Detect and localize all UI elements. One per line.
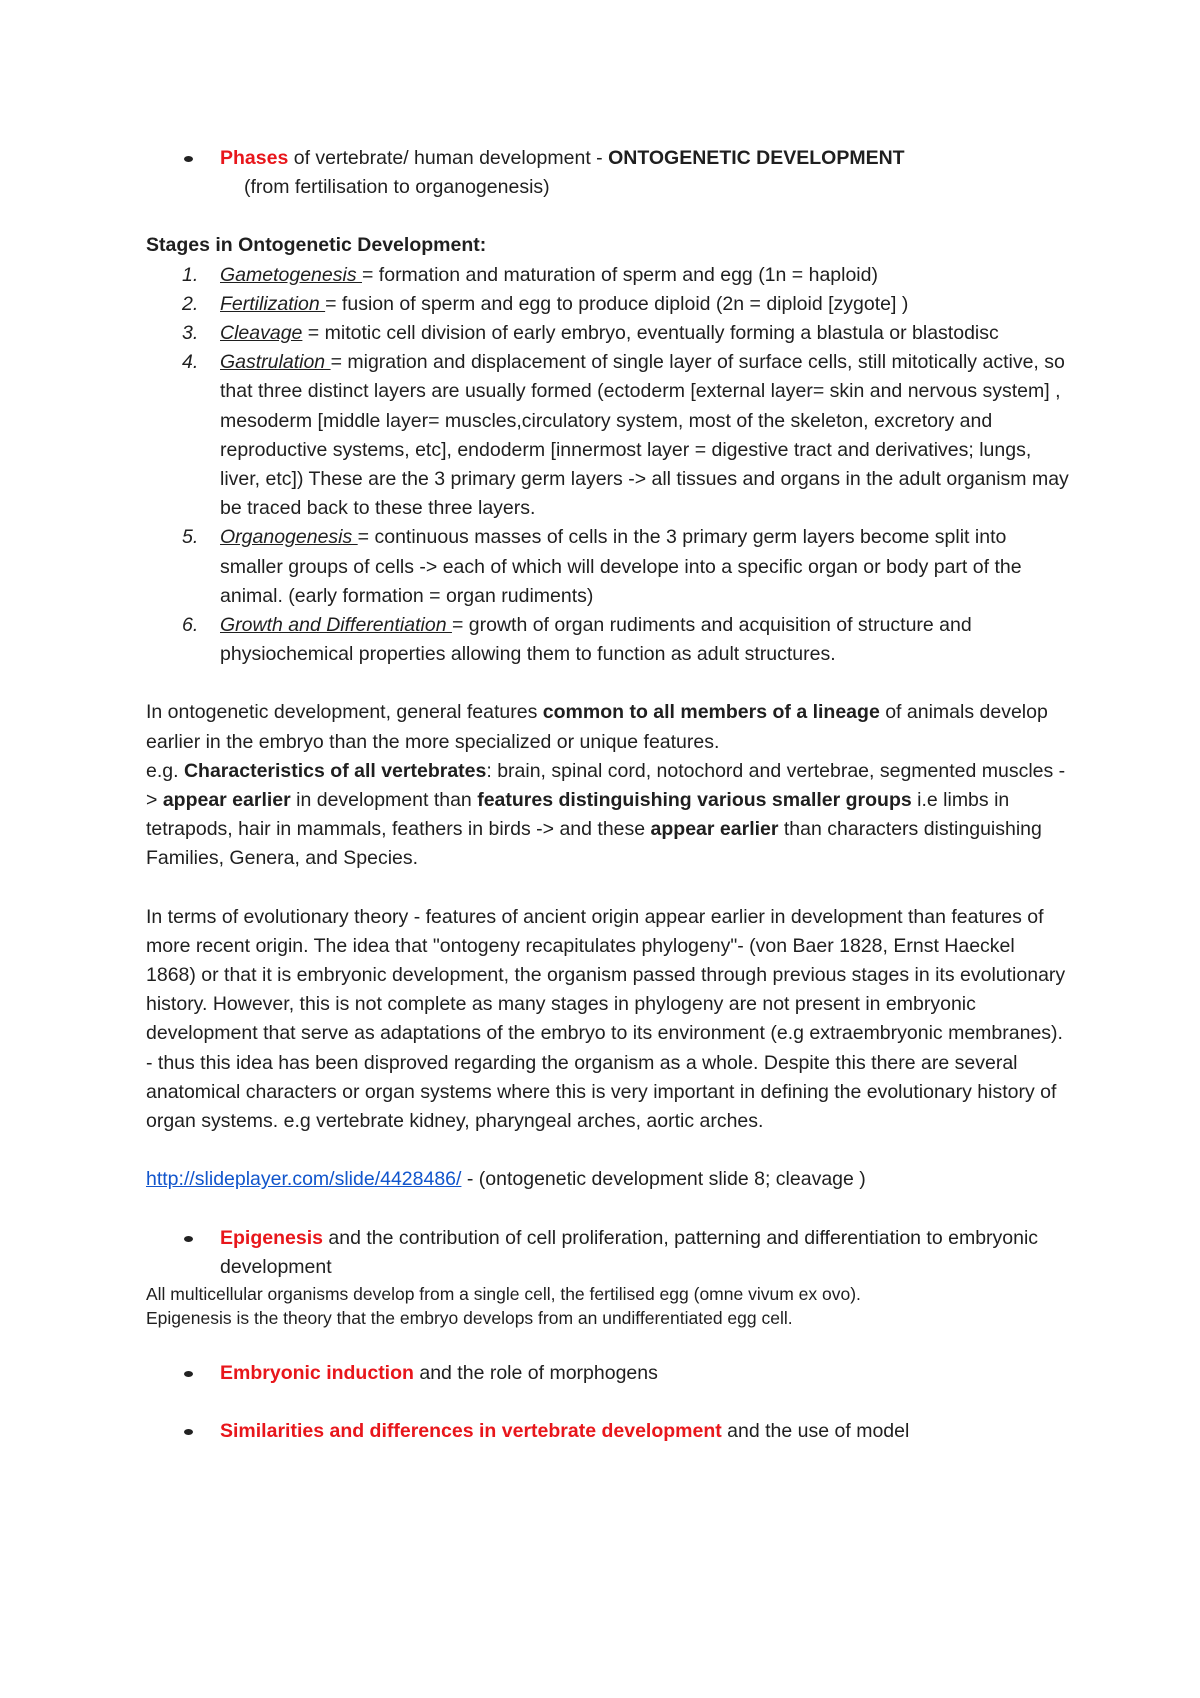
- bullet-phases: [146, 144, 1070, 173]
- epigenesis-text: and the contribution of cell proliferation, patterning and differentiation to embryonic development: [220, 1226, 1039, 1278]
- stage-number: 1.: [182, 263, 199, 286]
- epigenesis-note: All multicellular organisms develop from a single cell, the fertilised egg (omne vivum ex ovo).: [146, 1283, 861, 1304]
- phases-subtext: (from fertilisation to organogenesis): [244, 176, 550, 199]
- stage-number: 2.: [182, 292, 199, 315]
- link-line: [146, 1165, 1070, 1194]
- stages-list: [146, 261, 1070, 670]
- bullet-dot-icon: [184, 156, 193, 162]
- para1-text: In ontogenetic development, general features: [146, 701, 543, 724]
- para1-bold: Characteristics of all vertebrates: [183, 759, 487, 782]
- para1-text: than characters distinguishing Families, Genera, and Species.: [146, 818, 1042, 870]
- epigenesis-note: Epigenesis is the theory that the embryo develops from an undifferentiated egg cell.: [146, 1307, 793, 1328]
- bullet-dot-icon: [184, 1371, 193, 1377]
- para1-text: : brain, spinal cord, notochord and vertebrae, segmented muscles ->: [146, 759, 1066, 812]
- induction-text: and the role of morphogens: [413, 1361, 658, 1384]
- induction-label: Embryonic induction: [220, 1361, 414, 1384]
- epigenesis-label: Epigenesis: [220, 1226, 323, 1249]
- para1-text: in development than: [290, 789, 478, 812]
- para1-text: i.e limbs in tetrapods, hair in mammals, feathers in birds -> and these: [146, 789, 1010, 841]
- bullet-dot-icon: [184, 1236, 193, 1242]
- para1-bold: common to all members of a lineage: [542, 701, 880, 724]
- stage-number: 5.: [182, 526, 199, 549]
- paragraph-ontogenetic: [146, 698, 1070, 873]
- stage-term: Gastrulation: [220, 351, 331, 374]
- stage-desc: = growth of organ rudiments and acquisition of structure and physiochemical properties allowing them to function as adult structures.: [220, 614, 972, 666]
- similarities-text: and the use of model: [721, 1420, 910, 1443]
- stage-desc: = fusion of sperm and egg to produce diploid (2n = diploid [zygote] ): [325, 292, 909, 315]
- stage-term: Gametogenesis: [220, 263, 362, 286]
- stage-term: Cleavage: [220, 322, 303, 345]
- paragraph-evolutionary: In terms of evolutionary theory - features of ancient origin appear earlier in development than features of more recent origin. The idea that "ontogeny recapitulates phylogeny"- (von Baer 1828, Ernst Haeckel 1868) or that it is embryonic development, the organism passed through previous stages in its evolutionary history. However, this is not complete as many stages in phylogeny are not present in embryonic development that serve as adaptations of the embryo to its environment (e.g extraembryonic membranes). - thus this idea has been disproved regarding the organism as a whole. Despite this there are several anatomical characters or organ systems where this is very important in defining the evolutionary history of organ systems. e.g vertebrate kidney, pharyngeal arches, aortic arches.: [146, 905, 1066, 1133]
- stage-desc: = continuous masses of cells in the 3 primary germ layers become split into smaller groups of cells -> each of which will develope into a specific organ or body part of the animal. (early formation = organ rudiments): [220, 526, 1022, 607]
- para1-text: e.g.: [146, 759, 184, 782]
- stage-item: [146, 261, 1070, 290]
- stage-term: Organogenesis: [220, 526, 358, 549]
- stages-heading: Stages in Ontogenetic Development:: [146, 234, 487, 257]
- phases-text: of vertebrate/ human development -: [288, 147, 609, 169]
- stage-item: [146, 611, 1070, 669]
- link-description: - (ontogenetic development slide 8; cleavage ): [461, 1168, 866, 1191]
- bullet-epigenesis: [146, 1224, 1070, 1282]
- stage-term: Fertilization: [220, 292, 326, 315]
- stage-desc: = formation and maturation of sperm and egg (1n = haploid): [362, 263, 878, 286]
- slideplayer-link[interactable]: http://slideplayer.com/slide/4428486/: [146, 1168, 462, 1191]
- stage-number: 6.: [182, 614, 199, 637]
- bullet-similarities: [146, 1417, 1070, 1446]
- epigenesis-notes: [146, 1282, 1070, 1330]
- stage-number: 3.: [182, 322, 199, 345]
- para1-text: of animals develop earlier in the embryo than the more specialized or unique features.: [146, 701, 1048, 753]
- para1-bold: appear earlier: [162, 789, 291, 812]
- stage-desc: = migration and displacement of single layer of surface cells, still mitotically active, so that three distinct layers are usually formed (ectoderm [external layer= skin and nervous system] , mesoderm [middle layer= muscles,circulatory system, most of the skeleton, excretory and reproductive systems, etc], endoderm [innermost layer = digestive tract and derivatives; lungs, liver, etc]) These are the 3 primary germ layers -> all tissues and organs in the adult organism may be traced back to these three layers.: [220, 351, 1069, 520]
- bullet-dot-icon: [184, 1429, 193, 1435]
- stage-item: [146, 319, 1070, 348]
- stage-term: Growth and Differentiation: [220, 614, 452, 637]
- stage-item: [146, 523, 1070, 611]
- para1-bold: features distinguishing various smaller groups: [477, 789, 912, 812]
- bullet-induction: [146, 1359, 1070, 1388]
- phases-label: Phases: [220, 147, 289, 169]
- stage-number: 4.: [182, 351, 199, 374]
- stage-item: [146, 348, 1070, 523]
- ontogenetic-title: ONTOGENETIC DEVELOPMENT: [608, 147, 905, 169]
- para1-bold: appear earlier: [650, 818, 779, 841]
- similarities-label: Similarities and differences in vertebrate development: [220, 1420, 722, 1443]
- stage-item: [146, 290, 1070, 319]
- stage-desc: = mitotic cell division of early embryo, eventually forming a blastula or blastodisc: [302, 322, 999, 345]
